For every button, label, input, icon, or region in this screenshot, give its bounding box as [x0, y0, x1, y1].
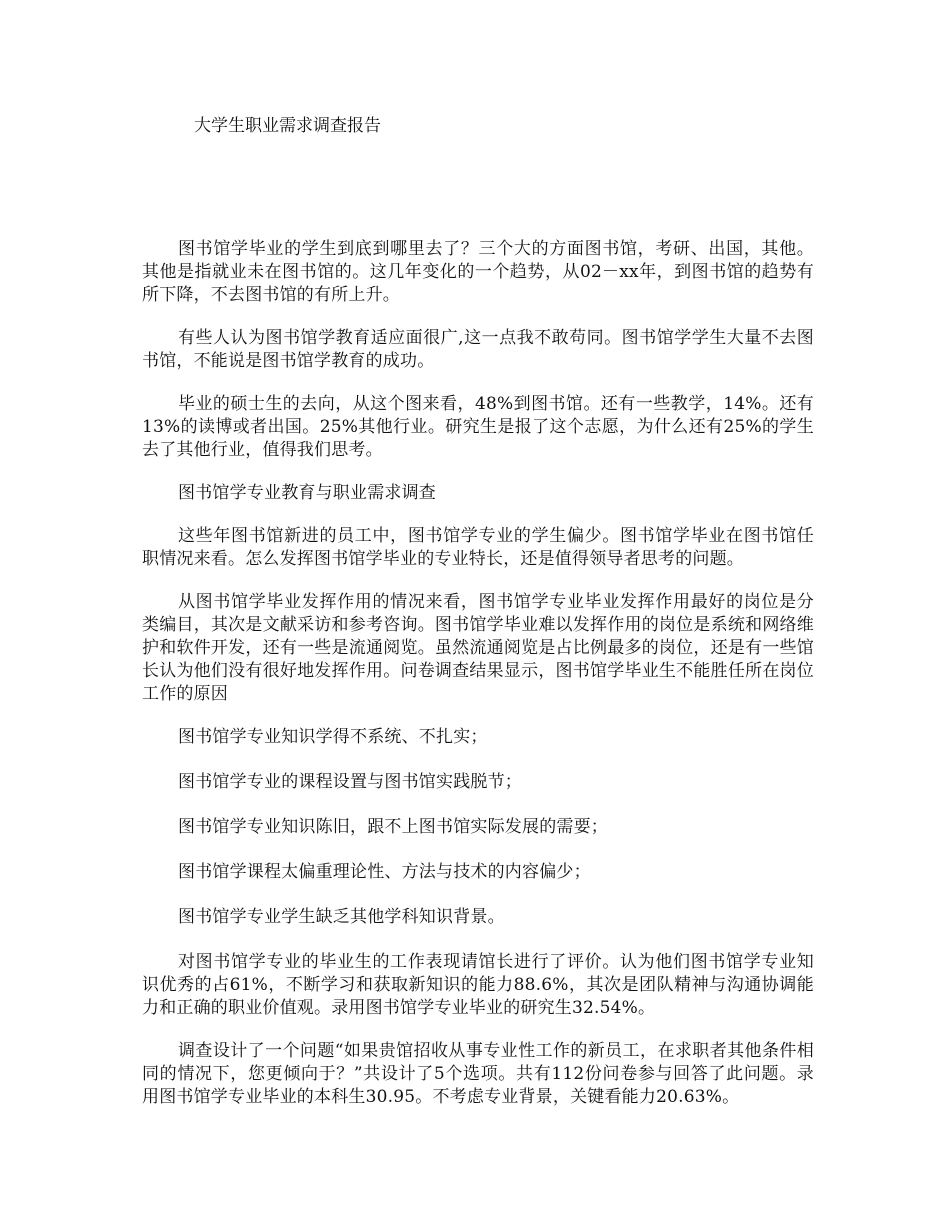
list-item-reason-5: 图书馆学专业学生缺乏其他学科知识背景。 — [178, 907, 505, 927]
paragraph-performance-evaluation: 对图书馆学专业的毕业生的工作表现请馆长进行了评价。认为他们图书馆学专业知识优秀的占61%，不断学习和获取新知识的能力88.6%，其次是团队精神与沟通协调能力和正确的职业价值观。录用图书馆学专业毕业的研究生32.54%。 — [142, 952, 814, 1018]
section-heading-survey: 图书馆学专业教育与职业需求调查 — [178, 483, 436, 503]
paragraph-job-roles: 从图书馆学毕业发挥作用的情况来看，图书馆学专业毕业发挥作用最好的岗位是分类编目，其次是文献采访和参考咨询。图书馆学毕业难以发挥作用的岗位是系统和网络维护和软件开发，还有一些是流通阅览。虽然流通阅览是占比例最多的岗位，还是有一些馆长认为他们没有很好地发挥作用。问卷调查结果显示，图书馆学毕业生不能胜任所在岗位工作的原因 — [142, 592, 814, 704]
paragraph-new-staff: 这些年图书馆新进的员工中，图书馆学专业的学生偏少。图书馆学毕业在图书馆任职情况来看。怎么发挥图书馆学毕业的专业特长，还是值得领导者思考的问题。 — [142, 526, 814, 569]
paragraph-education-adaptability: 有些人认为图书馆学教育适应面很广,这一点我不敢苟同。图书馆学学生大量不去图书馆，不能说是图书馆学教育的成功。 — [142, 328, 814, 371]
paragraph-master-graduates: 毕业的硕士生的去向，从这个图来看，48%到图书馆。还有一些教学，14%。还有13%的读博或者出国。25%其他行业。研究生是报了这个志愿，为什么还有25%的学生去了其他行业，值得我们思考。 — [142, 394, 814, 460]
list-item-reason-4: 图书馆学课程太偏重理论性、方法与技术的内容偏少； — [178, 862, 591, 882]
list-item-reason-1: 图书馆学专业知识学得不系统、不扎实； — [178, 727, 488, 747]
paragraph-hiring-preference: 调查设计了一个问题“如果贵馆招收从事专业性工作的新员工，在求职者其他条件相同的情况下，您更倾向于？”共设计了5个选项。共有112份问卷参与回答了此问题。录用图书馆学专业毕业的本科生30.95。不考虑专业背景，关键看能力20.63%。 — [142, 1041, 814, 1107]
document-body — [142, 238, 814, 1129]
list-item-reason-2: 图书馆学专业的课程设置与图书馆实践脱节； — [178, 772, 522, 792]
paragraph-graduate-destinations: 图书馆学毕业的学生到底到哪里去了？三个大的方面图书馆，考研、出国，其他。其他是指就业未在图书馆的。这几年变化的一个趋势，从02－xx年，到图书馆的趋势有所下降，不去图书馆的有所上升。 — [142, 239, 814, 305]
document-title: 大学生职业需求调查报告 — [194, 116, 381, 136]
list-item-reason-3: 图书馆学专业知识陈旧，跟不上图书馆实际发展的需要； — [178, 817, 608, 837]
